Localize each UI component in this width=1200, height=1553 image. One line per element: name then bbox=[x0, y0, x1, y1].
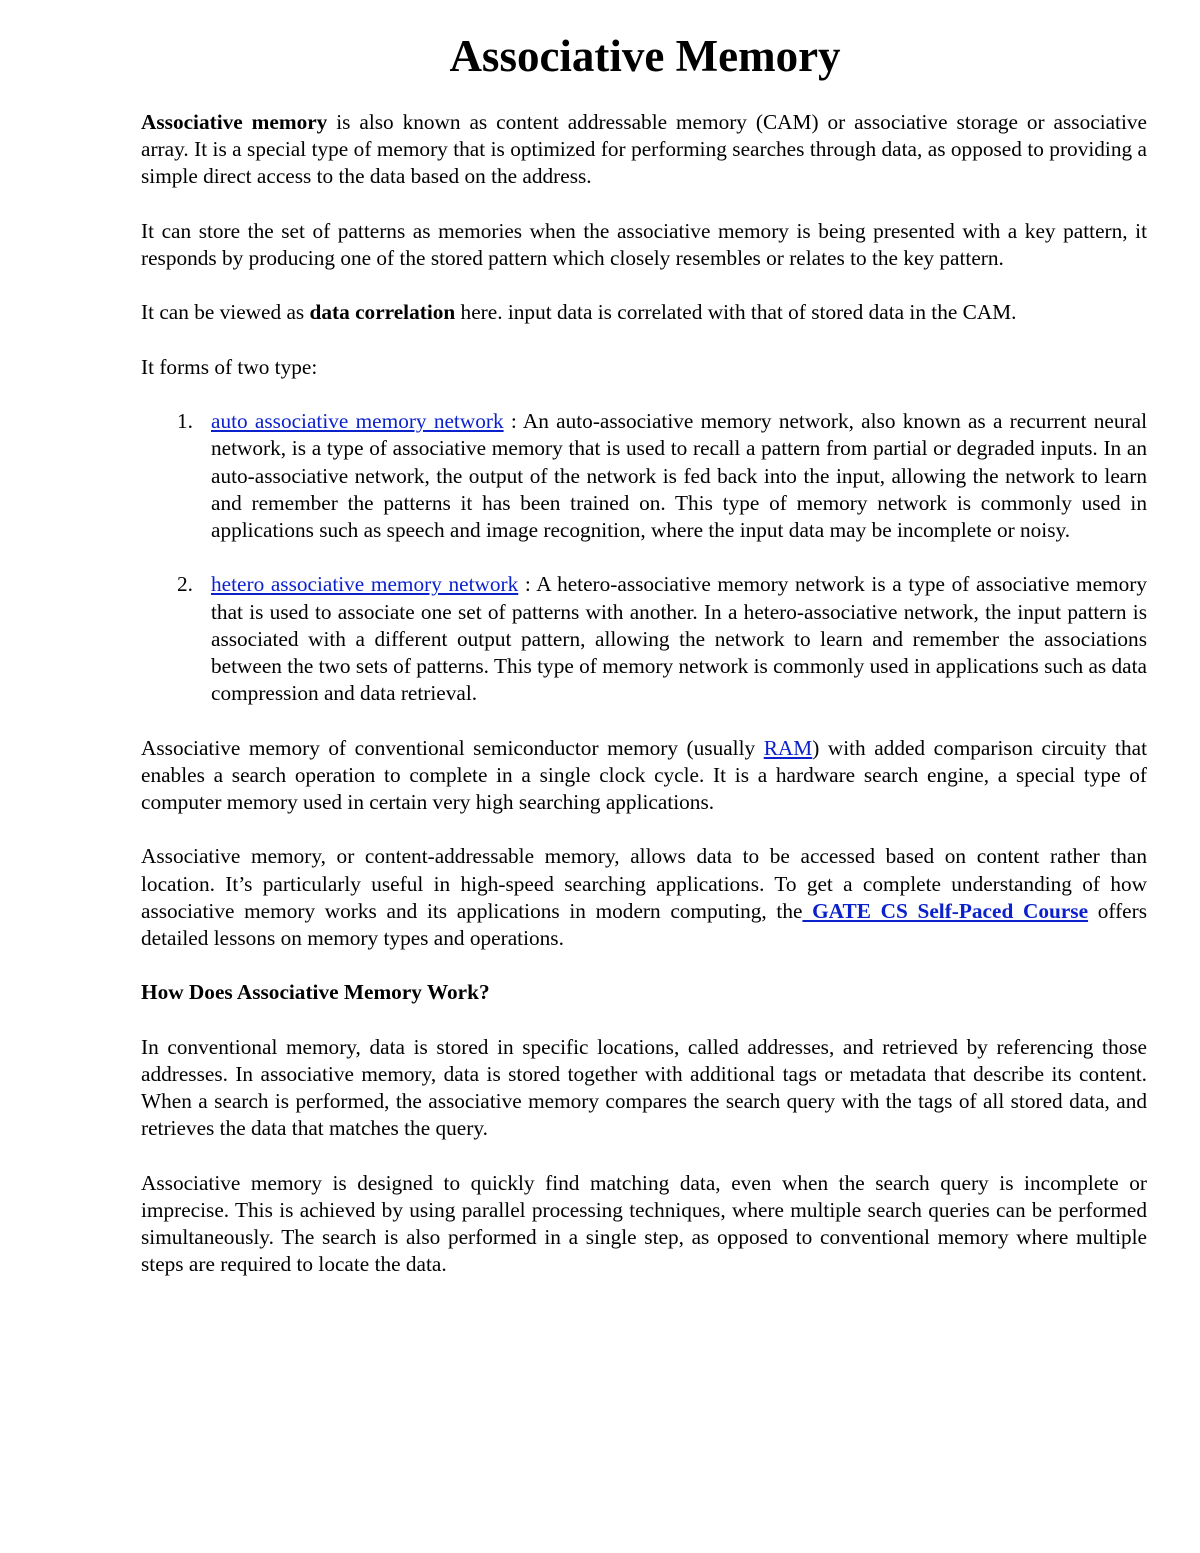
types-intro-paragraph: It forms of two type: bbox=[141, 354, 318, 379]
cam-paragraph bbox=[141, 843, 1147, 952]
auto-associative-link[interactable]: auto associative memory network bbox=[211, 409, 504, 434]
correlation-after: here. input data is correlated with that of stored data in the CAM. bbox=[455, 300, 1017, 325]
cam-before: Associative memory, or content-addressable memory, allows data to be accessed based on content rather than location. It’s particularly useful in high-speed searching applications. To get a complete understanding of how associative memory works and its applications in modern computing, the bbox=[141, 844, 1147, 923]
intro-bold-term: Associative memory bbox=[141, 110, 328, 134]
conventional-before: Associative memory of conventional semiconductor memory (usually bbox=[141, 735, 764, 760]
conventional-paragraph bbox=[141, 735, 1147, 817]
correlation-bold: data correlation bbox=[309, 300, 456, 325]
cam-after: offers detailed lessons on memory types and operations. bbox=[141, 898, 1148, 950]
gate-course-link[interactable]: GATE CS Self-Paced Course bbox=[802, 898, 1089, 923]
list-item bbox=[141, 408, 1147, 544]
list-item-text: : A hetero-associative memory network is a type of associative memory that is used to associate one set of patterns with another. In a hetero-associative network, the input pattern is associated with a different output pattern, allowing the network to learn and remember the associations between the two sets of patterns. This type of memory network is commonly used in applications such as data compression and data retrieval. bbox=[211, 572, 1147, 706]
how-paragraph-1: In conventional memory, data is stored in specific locations, called addresses, and retrieved by referencing those addresses. In associative memory, data is stored together with additional tags or metadata that describe its content. When a search is performed, the associative memory compares the search query with the tags of all stored data, and retrieves the data that matches the query. bbox=[141, 1034, 1147, 1141]
document-body bbox=[141, 109, 1147, 1306]
hetero-associative-link[interactable]: hetero associative memory network bbox=[211, 572, 519, 597]
conventional-after: ) with added comparison circuity that enables a search operation to complete in a single clock cycle. It is a hardware search engine, a special type of computer memory used in certain very high searching applications. bbox=[141, 735, 1147, 814]
list-item-number: 1. bbox=[177, 409, 193, 434]
intro-text: is also known as content addressable memory (CAM) or associative storage or associative array. It is a special type of memory that is optimized for performing searches through data, as opposed to providing a simple direct access to the data based on the address. bbox=[141, 110, 1147, 189]
list-item-text: : An auto-associative memory network, also known as a recurrent neural network, is a type of associative memory that is used to recall a pattern from partial or degraded inputs. In an auto-associative network, the output of the network is fed back into the input, allowing the network to learn and remember the patterns it has been trained on. This type of memory network is commonly used in applications such as speech and image recognition, where the input data may be incomplete or noisy. bbox=[211, 409, 1147, 542]
patterns-paragraph: It can store the set of patterns as memories when the associative memory is being presented with a key pattern, it responds by producing one of the stored pattern which closely resembles or relates to the key pattern. bbox=[141, 218, 1147, 270]
section-heading-how: How Does Associative Memory Work? bbox=[141, 980, 490, 1005]
correlation-paragraph bbox=[141, 299, 1147, 326]
list-item-number: 2. bbox=[177, 572, 193, 597]
list-item bbox=[141, 571, 1147, 707]
how-paragraph-2: Associative memory is designed to quickly find matching data, even when the search query is incomplete or imprecise. This is achieved by using parallel processing techniques, where multiple search queries can be performed simultaneously. The search is also performed in a single step, as opposed to conventional memory where multiple steps are required to locate the data. bbox=[141, 1170, 1147, 1277]
correlation-before: It can be viewed as bbox=[141, 300, 310, 325]
ram-link[interactable]: RAM bbox=[763, 735, 813, 760]
page-title: Associative Memory bbox=[449, 31, 841, 81]
intro-paragraph bbox=[141, 109, 1147, 191]
types-list bbox=[141, 408, 1147, 707]
